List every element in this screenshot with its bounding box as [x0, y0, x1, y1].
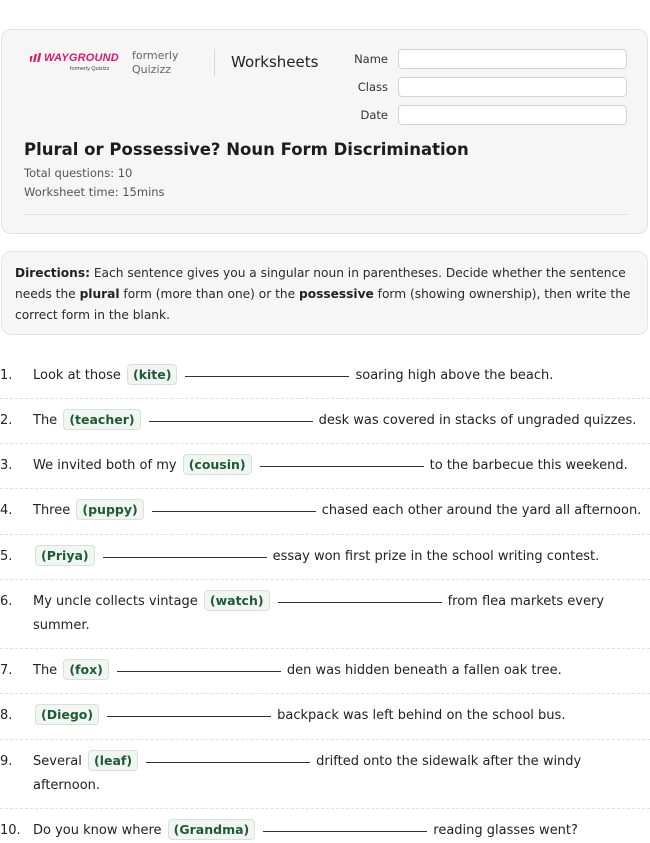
- noun-hint: (cousin): [183, 454, 252, 475]
- sentence-after: backpack was left behind on the school bus.: [277, 708, 566, 723]
- plural-keyword: plural: [79, 287, 120, 301]
- answer-blank[interactable]: [117, 670, 281, 672]
- directions-text-2: form (more than one) or the: [119, 287, 300, 301]
- question-text: [33, 545, 648, 569]
- question-text: [33, 364, 648, 388]
- sentence-before: My uncle collects vintage: [33, 594, 198, 609]
- worksheet-time: Worksheet time: 15mins: [24, 185, 165, 199]
- logo-wordmark: WAYGROUND: [44, 52, 119, 64]
- answer-blank[interactable]: [260, 465, 424, 467]
- sentence-after: from flea markets every summer.: [33, 594, 605, 633]
- formerly-line: formerly: [132, 49, 179, 62]
- sentence-before: We invited both of my: [33, 458, 177, 473]
- sentence-after: soaring high above the beach.: [355, 368, 554, 383]
- question-number: 4.: [0, 503, 13, 518]
- sentence-before: The: [33, 663, 58, 678]
- answer-blank[interactable]: [107, 715, 271, 717]
- question-separator: [0, 739, 650, 740]
- header-rule: [24, 214, 628, 215]
- date-label: Date: [360, 108, 388, 122]
- answer-blank[interactable]: [152, 510, 316, 512]
- sentence-after: to the barbecue this weekend.: [429, 458, 628, 473]
- sentence-before: Several: [33, 754, 82, 769]
- wayground-logo-icon: [30, 53, 44, 63]
- directions-text-1: Each sentence gives you a singular noun in parentheses. Decide whether the sentence needs the: [15, 266, 626, 301]
- name-label: Name: [354, 52, 388, 66]
- sentence-after: essay won first prize in the school writing contest.: [272, 549, 600, 564]
- question-number: 8.: [0, 708, 13, 723]
- question-number: 9.: [0, 754, 13, 769]
- sentence-before: Look at those: [33, 368, 121, 383]
- question-number: 5.: [0, 549, 13, 564]
- noun-hint: (puppy): [76, 499, 143, 520]
- question-separator: [0, 808, 650, 809]
- question-text: [33, 704, 648, 728]
- noun-hint: (kite): [127, 364, 177, 385]
- question-separator: [0, 488, 650, 489]
- quizizz-line: Quizizz: [132, 63, 172, 76]
- question-text: [33, 819, 648, 843]
- noun-hint: (teacher): [63, 409, 140, 430]
- sentence-after: chased each other around the yard all afternoon.: [321, 503, 642, 518]
- question-separator: [0, 648, 650, 649]
- section-title: Worksheets: [231, 53, 319, 71]
- question-text: [33, 499, 648, 523]
- possessive-keyword: possessive: [299, 287, 374, 301]
- noun-hint: (Diego): [35, 704, 99, 725]
- sentence-after: reading glasses went?: [433, 823, 578, 838]
- question-number: 10.: [0, 823, 21, 838]
- sentence-after: desk was covered in stacks of ungraded quizzes.: [318, 413, 637, 428]
- noun-hint: (Priya): [35, 545, 95, 566]
- formerly-quizizz-note: [132, 49, 179, 77]
- question-text: [33, 590, 608, 638]
- noun-hint: (leaf): [88, 750, 138, 771]
- total-questions: Total questions: 10: [24, 166, 133, 180]
- sentence-before: Do you know where: [33, 823, 162, 838]
- sentence-after: den was hidden beneath a fallen oak tree.: [286, 663, 562, 678]
- date-field[interactable]: [398, 105, 627, 125]
- sentence-before: Three: [33, 503, 71, 518]
- worksheet-title: Plural or Possessive? Noun Form Discrimination: [24, 140, 469, 159]
- question-number: 2.: [0, 413, 13, 428]
- question-text: [33, 750, 608, 798]
- answer-blank[interactable]: [149, 420, 313, 422]
- question-number: 3.: [0, 458, 13, 473]
- directions-text-3: form (showing ownership), then write the correct form in the blank.: [15, 287, 631, 322]
- logo-subtext: formerly Quizizz: [70, 66, 110, 72]
- question-text: [33, 454, 648, 478]
- noun-hint: (watch): [204, 590, 270, 611]
- answer-blank[interactable]: [263, 830, 427, 832]
- question-number: 7.: [0, 663, 13, 678]
- class-field[interactable]: [398, 77, 627, 97]
- directions-box: [1, 251, 648, 335]
- answer-blank[interactable]: [146, 761, 310, 763]
- sentence-before: The: [33, 413, 58, 428]
- noun-hint: (Grandma): [168, 819, 256, 840]
- question-separator: [0, 534, 650, 535]
- directions-label: Directions:: [15, 266, 90, 280]
- question-separator: [0, 693, 650, 694]
- question-text: [33, 659, 648, 683]
- header-divider: [214, 49, 215, 76]
- question-separator: [0, 398, 650, 399]
- answer-blank[interactable]: [103, 556, 267, 558]
- sentence-after: drifted onto the sidewalk after the windy afternoon.: [33, 754, 582, 793]
- question-number: 6.: [0, 594, 13, 609]
- answer-blank[interactable]: [185, 375, 349, 377]
- wayground-logo: [30, 51, 120, 77]
- noun-hint: (fox): [63, 659, 109, 680]
- question-separator: [0, 579, 650, 580]
- question-text: [33, 409, 648, 433]
- answer-blank[interactable]: [278, 601, 442, 603]
- name-field[interactable]: [398, 49, 627, 69]
- question-separator: [0, 443, 650, 444]
- class-label: Class: [357, 80, 388, 94]
- question-number: 1.: [0, 368, 13, 383]
- worksheet-header: [1, 29, 648, 234]
